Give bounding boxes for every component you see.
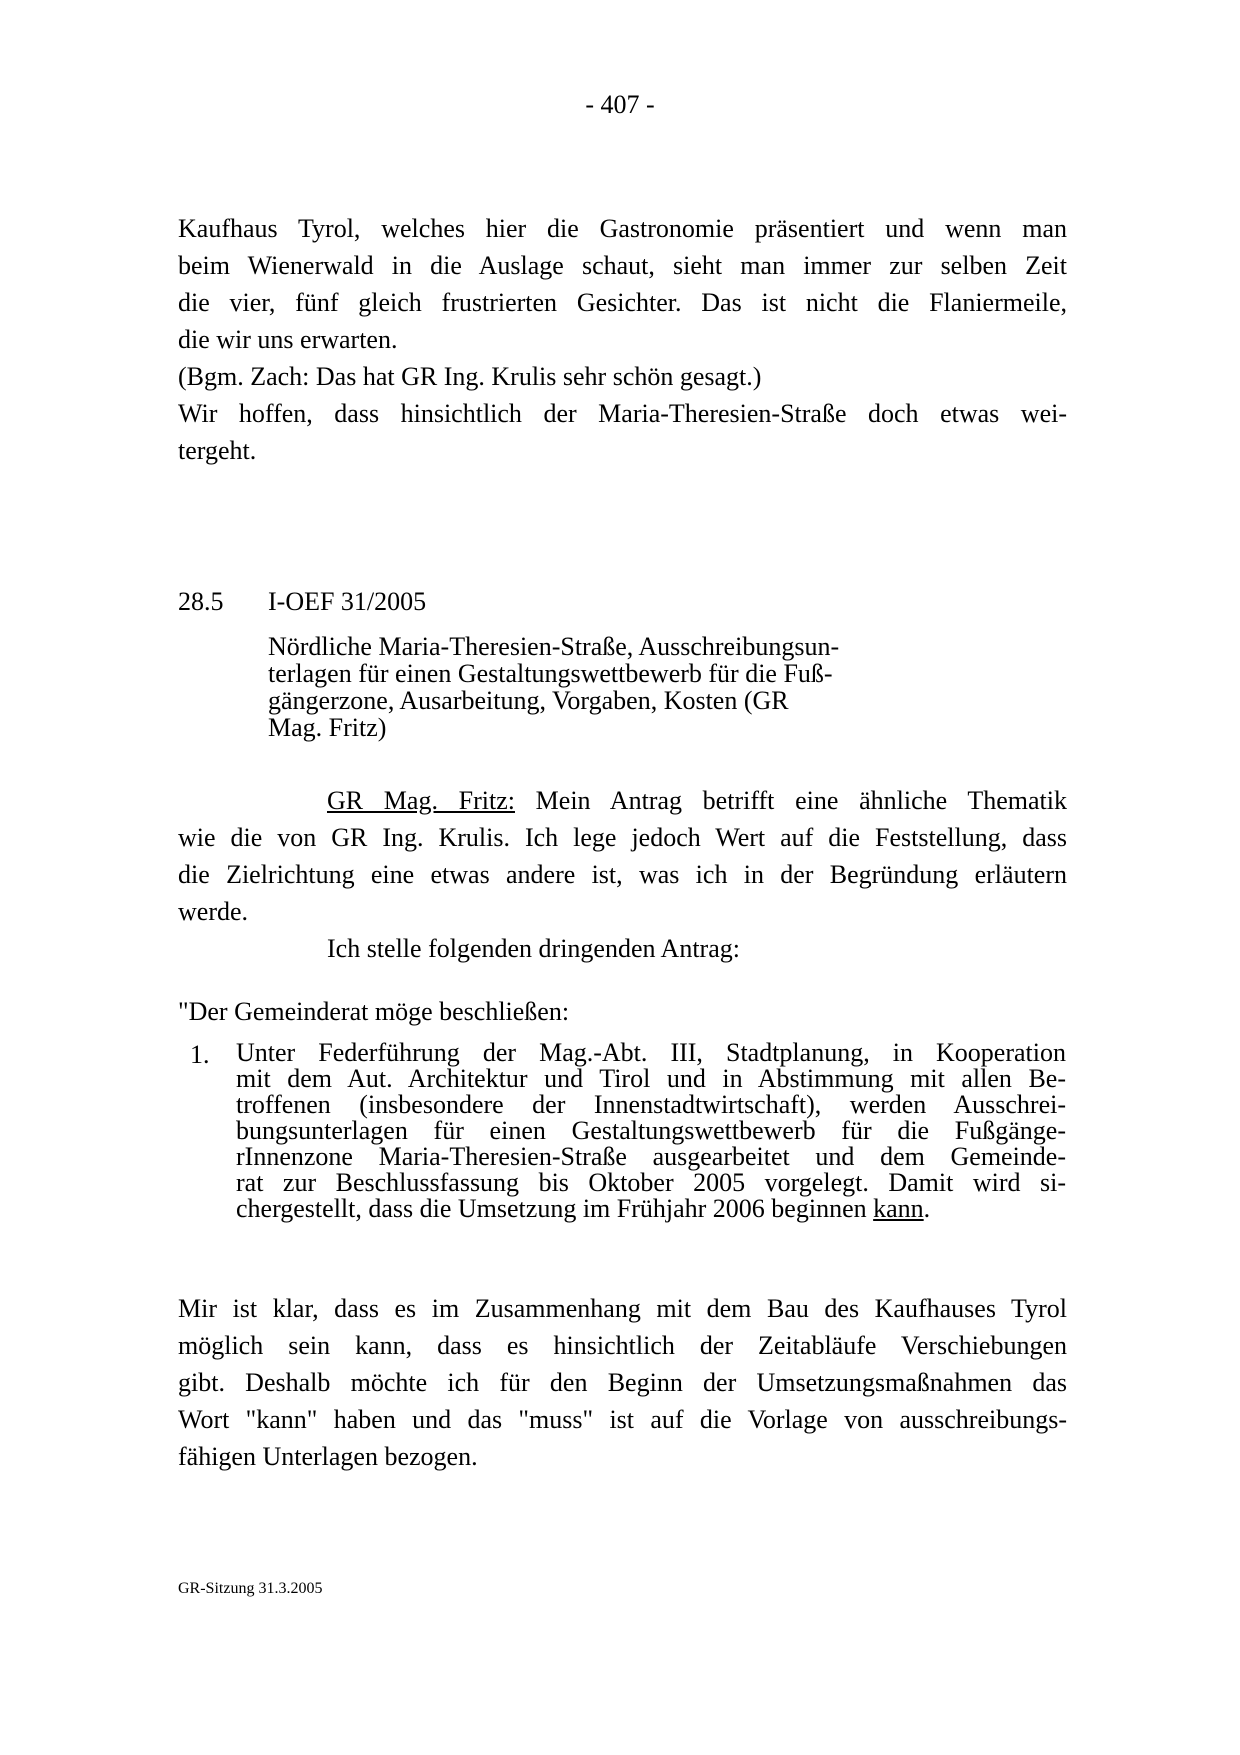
- footer: GR-Sitzung 31.3.2005: [178, 1580, 323, 1597]
- underlined-word: kann: [873, 1194, 924, 1223]
- interjection: (Bgm. Zach: Das hat GR Ing. Krulis sehr schön gesagt.): [178, 362, 762, 391]
- page-number: - 407 -: [585, 90, 655, 119]
- resolution-line: rat zur Beschlussfassung bis Oktober 2005 vorgelegt. Damit wird si-: [236, 1168, 1066, 1197]
- speech-first-line-text: Mein Antrag betrifft eine ähnliche Thematik: [514, 786, 1067, 815]
- hope-line: Wir hoffen, dass hinsichtlich der Maria-Theresien-Straße doch etwas wei-: [178, 399, 1067, 428]
- resolution-last-punct: .: [923, 1194, 931, 1223]
- speech-line: wie die von GR Ing. Krulis. Ich lege jedoch Wert auf die Feststellung, dass: [178, 823, 1067, 852]
- resolution-item-number: 1.: [190, 1040, 210, 1069]
- resolution-line: bungsunterlagen für einen Gestaltungswettbewerb für die Fußgänge-: [236, 1116, 1066, 1145]
- agenda-item-code: I-OEF 31/2005: [268, 587, 427, 616]
- speech-first-line: [178, 782, 1067, 819]
- agenda-title-line: gängerzone, Ausarbeitung, Vorgaben, Kosten (GR: [268, 686, 789, 715]
- resolution-line: rInnenzone Maria-Theresien-Straße ausgearbeitet und dem Gemeinde-: [236, 1142, 1066, 1171]
- resolution-line: troffenen (insbesondere der Innenstadtwirtschaft), werden Ausschrei-: [236, 1090, 1066, 1119]
- intro-paragraph: [178, 210, 1067, 469]
- agenda-item-number: 28.5: [178, 587, 224, 616]
- agenda-item-title: [268, 633, 908, 741]
- resolution-line: Unter Federführung der Mag.-Abt. III, Stadtplanung, in Kooperation: [236, 1038, 1066, 1067]
- closing-line: fähigen Unterlagen bezogen.: [178, 1442, 478, 1471]
- resolution-last-text: chergestellt, dass die Umsetzung im Frühjahr 2006 beginnen: [236, 1194, 874, 1223]
- closing-line: möglich sein kann, dass es hinsichtlich der Zeitabläufe Verschiebungen: [178, 1331, 1067, 1360]
- speaker-name: GR Mag. Fritz:: [327, 786, 515, 815]
- closing-line: Wort "kann" haben und das "muss" ist auf die Vorlage von ausschreibungs-: [178, 1405, 1067, 1434]
- resolution-item-body: [236, 1040, 1066, 1222]
- speech-line: werde.: [178, 897, 249, 926]
- speech-line: die Zielrichtung eine etwas andere ist, was ich in der Begründung erläutern: [178, 860, 1067, 889]
- intro-line: beim Wienerwald in die Auslage schaut, sieht man immer zur selben Zeit: [178, 251, 1067, 280]
- closing-line: gibt. Deshalb möchte ich für den Beginn der Umsetzungsmaßnahmen das: [178, 1368, 1067, 1397]
- resolution-intro: [178, 993, 1067, 1030]
- intro-line: die wir uns erwarten.: [178, 325, 398, 354]
- resolution-line: mit dem Aut. Architektur und Tirol und in Abstimmung mit allen Be-: [236, 1064, 1066, 1093]
- closing-paragraph: [178, 1290, 1067, 1475]
- closing-line: Mir ist klar, dass es im Zusammenhang mit dem Bau des Kaufhauses Tyrol: [178, 1294, 1067, 1323]
- intro-line: Kaufhaus Tyrol, welches hier die Gastronomie präsentiert und wenn man: [178, 214, 1067, 243]
- hope-line: tergeht.: [178, 436, 257, 465]
- speech-paragraph: [178, 782, 1067, 967]
- motion-intro: Ich stelle folgenden dringenden Antrag:: [327, 934, 740, 963]
- agenda-title-line: Nördliche Maria-Theresien-Straße, Ausschreibungsun-: [268, 632, 840, 661]
- agenda-title-line: Mag. Fritz): [268, 713, 387, 742]
- resolution-last-line: [236, 1196, 1066, 1222]
- intro-line: die vier, fünf gleich frustrierten Gesichter. Das ist nicht die Flaniermeile,: [178, 288, 1067, 317]
- agenda-title-line: terlagen für einen Gestaltungswettbewerb für die Fuß-: [268, 659, 833, 688]
- resolution-intro-text: "Der Gemeinderat möge beschließen:: [178, 997, 570, 1026]
